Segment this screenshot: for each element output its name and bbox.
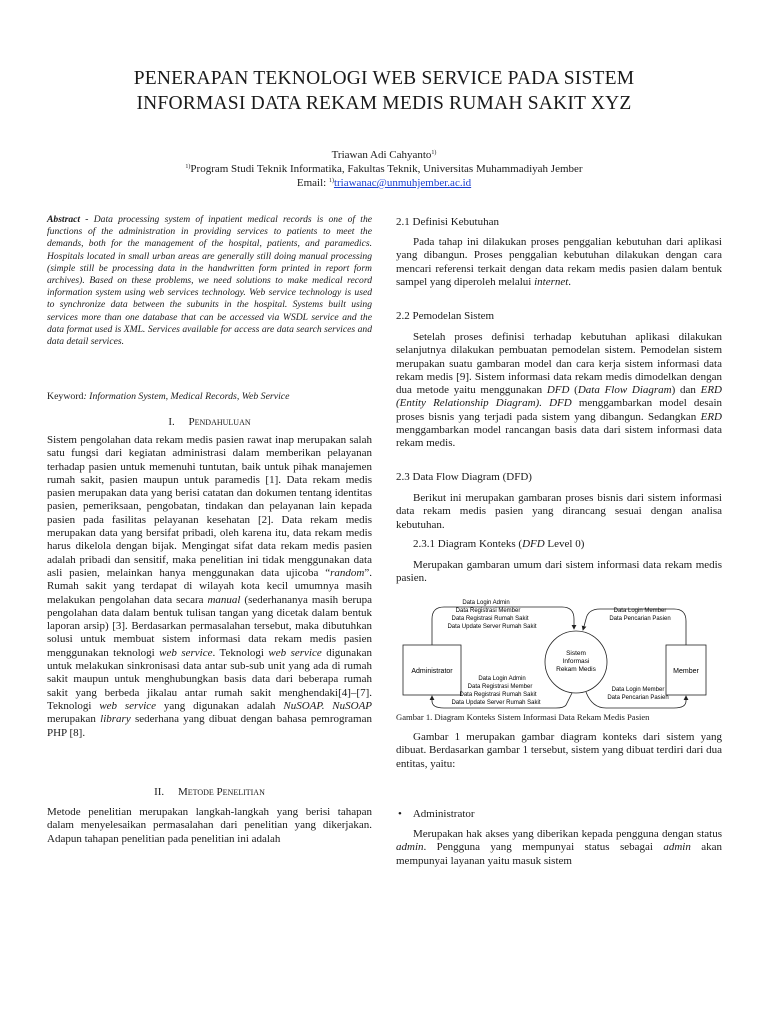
intro-paragraph: Sistem pengolahan data rekam medis pasien rawat inap merupakan salah satu fungsi dari kegiatan administrasi dalam memberikan pelayanan terhadap pasien untuk memenuhi tuntutan, baik untuk pihak manajemen rumah sakit, pasien maupun untuk paramedis [1]. Data rekam medis pasien merupakan data yang berisi catatan dan dokumen tentang identitas pasien, pemeriksaan, pengobatan, tindakan dan pelayanan lain kepada pasien pada fasilitas pelayanan kesehatan [2]. Data rekam medis merupakan data yang bersifat pribadi, oleh karena itu, data rekam medis harus dikelola dengan bijak. Mengingat sifat data rekam medis pasien adalah pribadi dan sensitif, maka penelitian ini tidak menggunakan data asli pasien, melainkan hanya menggunakan data ujicoba “random”. Rumah sakit yang terdapat di wilayah kota kecil umumnya masih melakukan pengolahan data secara manual (sederhananya masih berupa pengolahan data dalam bentuk tulisan tangan yang dicetak dalam bentuk laporan arsip) [3]. Berdasarkan permasalahan tersebut, maka dibutuhkan solusi untuk membuat sistem informasi data rekam medis pasien menggunakan teknologi web service. Teknologi web service digunakan untuk melakukan sinkronisasi data antar sub-sub unit yang ada di rumah sakit maupun untuk menghubungkan basis data dari beberapa rumah sakit yang berbeda jikalau antar rumah sakit menghendaki[4]–[7]. Teknologi web service yang digunakan adalah NuSOAP. NuSOAP merupakan library sederhana yang dibuat dengan bahasa pemrograman PHP [8]. (47, 434, 373, 739)
section-heading-pendahuluan: I. Pendahuluan (168, 416, 251, 428)
entity-administrator-label: Administrator (411, 668, 453, 675)
email-link[interactable]: triawanac@unmuhjember.ac.id (333, 177, 472, 189)
figure-discussion-paragraph: Gambar 1 merupakan gambar diagram konteks dari sistem yang dibuat. Berdasarkan gambar 1 tersebut, sistem yang dibuat terdiri dari dua entitas, yaitu: (396, 731, 722, 770)
keywords: Keyword: Information System, Medical Records, Web Service (47, 391, 290, 402)
process-label-3: Rekam Medis (556, 666, 596, 673)
process-label-2: Informasi (562, 658, 590, 665)
flow-label: Data Pencarian Pasien (609, 616, 671, 622)
abstract-label: Abstract - (47, 214, 94, 225)
flow-label: Data Pencarian Pasien (607, 695, 669, 701)
abstract: Abstract - Data processing system of inpatient medical records is one of the functions of the administration in providing services to patients to meet the demands, both for the management of the hospital, patients, and paramedics. Hospitals located in small urban areas are generally still doing manual processing (simple still be processing data in the handwritten form printed in report form archives). Based on these problems, we need solutions to make medical record information system using web services technology. Web service technology is used to synchronize data between the subunits in the hospital. Systems built using services more than one database that can be accessed via WSDL service and the data format used is XML. Services available for access are data search services and data detail services. (47, 214, 372, 348)
flow-member-to-system (583, 609, 686, 645)
entity-member-label: Member (673, 668, 699, 675)
s231-paragraph: Merupakan gambaran umum dari sistem informasi data rekam medis pasien. (396, 559, 722, 585)
flow-label: Data Registrasi Rumah Sakit (459, 692, 537, 698)
process-label-1: Sistem (566, 650, 586, 657)
method-paragraph: Metode penelitian merupakan langkah-langkah yang berisi tahapan dalam menyelesaikan permasalahan dari penelitian yang dikerjakan. Adapun tahapan penelitian pada penelitian ini adalah (47, 806, 372, 845)
subsection-2-2: 2.2 Pemodelan Sistem (396, 310, 495, 322)
administrator-paragraph: Merupakan hak akses yang diberikan kepada pengguna dengan status admin. Pengguna yang mempunyai status sebagai admin akan mempunyai layanan yaitu masuk sistem (396, 828, 722, 867)
subsection-2-1: 2.1 Definisi Kebutuhan (396, 216, 499, 228)
flow-label: Data Login Admin (462, 600, 510, 606)
figure-caption: Gambar 1. Diagram Konteks Sistem Informasi Data Rekam Medis Pasien (396, 712, 650, 722)
context-diagram (396, 595, 726, 711)
bullet-administrator: • Administrator (398, 808, 475, 820)
author-email: Email: $^{1)}$triawanac@unmuhjember.ac.id (296, 177, 472, 189)
flow-label: Data Registrasi Member (467, 684, 533, 690)
s22-paragraph: Setelah proses definisi terhadap kebutuhan aplikasi dilakukan selanjutnya dilakukan pembuatan pemodelan sistem. Pemodelan sistem merupakan suatu gambaran model dan cara kerja sistem informasi data rekam medis [9]. Sistem informasi data rekam medis dimodelkan dengan dua metode yaitu menggunakan DFD (Data Flow Diagram) dan ERD (Entity Relationship Diagram). DFD menggambarkan model desain proses bisnis yang terjadi pada sistem yang dibangun. Sedangkan ERD menggambarkan model rancangan basis data dari sistem informasi data rekam medis. (396, 331, 722, 450)
flow-label: Data Registrasi Member (455, 608, 521, 614)
title-line-1: PENERAPAN TEKNOLOGI WEB SERVICE PADA SISTEM (133, 68, 635, 89)
s21-paragraph: Pada tahap ini dilakukan proses penggalian kebutuhan dari aplikasi yang dibangun. Proses penggalian kebutuhan dilakukan dengan cara mencari referensi terkait dengan data rekam medis pasien dalam bentuk sampel yang diperoleh melalui internet. (396, 236, 722, 288)
author-name: Triawan Adi Cahyanto$^{1)}$ (331, 149, 437, 161)
flow-label: Data Update Server Rumah Sakit (447, 624, 537, 630)
flow-label: Data Login Admin (478, 676, 526, 682)
flow-label: Data Login Member (613, 608, 667, 614)
bullet-icon: • (398, 808, 402, 820)
author-affiliation: $^{1)}$Program Studi Teknik Informatika, Fakultas Teknik, Universitas Muhammadiyah Jember (185, 163, 583, 175)
title-line-2: INFORMASI DATA REKAM MEDIS RUMAH SAKIT XYZ (136, 93, 632, 114)
subsection-2-3: 2.3 Data Flow Diagram (DFD) (396, 471, 532, 483)
section-heading-metode: II. Metode Penelitian (154, 786, 265, 798)
paper-title (40, 66, 728, 116)
flow-label: Data Registrasi Rumah Sakit (451, 616, 529, 622)
flow-label: Data Login Member (611, 687, 665, 693)
subsection-2-3-1: 2.3.1 Diagram Konteks (DFD Level 0) (413, 538, 585, 550)
s23-paragraph: Berikut ini merupakan gambaran proses bisnis dari sistem informasi data rekam medis pasien yang dirancang sesuai dengan analisa kebutuhan. (396, 492, 722, 531)
flow-label: Data Update Server Rumah Sakit (451, 700, 541, 706)
